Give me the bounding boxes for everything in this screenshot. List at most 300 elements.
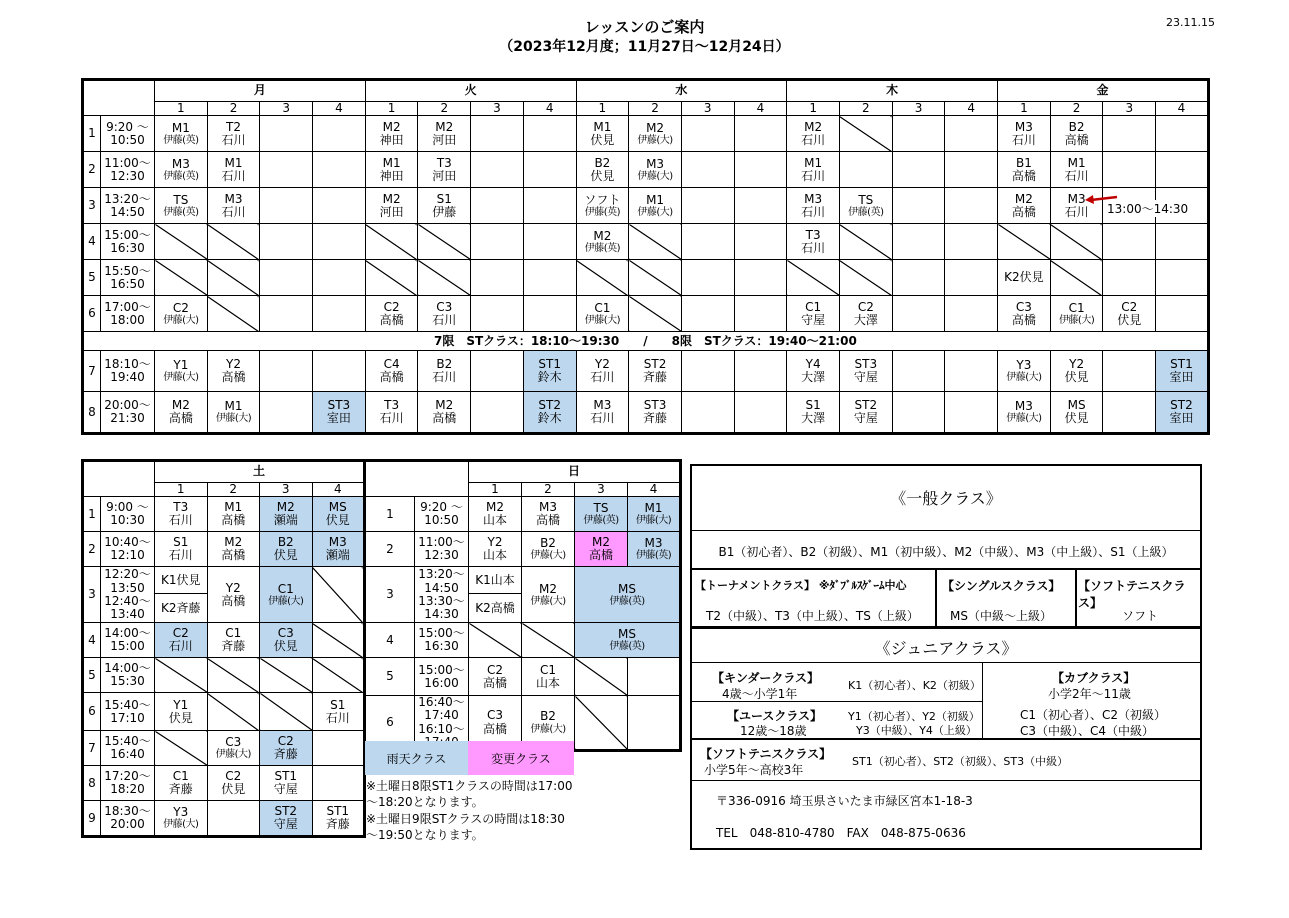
unavailable-cell bbox=[787, 260, 840, 296]
unavailable-cell bbox=[155, 260, 208, 296]
class-code: ST3 bbox=[643, 398, 667, 412]
court-number bbox=[575, 483, 628, 497]
class-code: ST2 bbox=[1170, 398, 1193, 412]
unavailable-cell bbox=[260, 693, 313, 731]
class-code: M1 bbox=[593, 119, 612, 134]
period-label: 6 bbox=[88, 306, 96, 321]
empty-cell bbox=[892, 188, 945, 224]
class-cell bbox=[418, 296, 471, 332]
class-code: C1 bbox=[594, 300, 611, 315]
instructor-name: 伊藤(大) bbox=[1006, 413, 1042, 425]
class-code: C2 bbox=[383, 299, 400, 314]
instructor-name: 伊藤 bbox=[432, 204, 457, 219]
class-code: TS bbox=[173, 192, 189, 207]
empty-cell bbox=[945, 188, 998, 224]
day-name: 月 bbox=[253, 83, 266, 98]
court-label: 1 bbox=[177, 101, 185, 115]
instructor-name: 石川 bbox=[221, 132, 246, 147]
court-number bbox=[945, 102, 998, 116]
instructor-name: 高橋 bbox=[1011, 204, 1036, 219]
class-code: S1 bbox=[436, 191, 452, 206]
instructor-name: 石川 bbox=[590, 411, 615, 426]
court-number bbox=[418, 102, 471, 116]
period-label: 4 bbox=[386, 632, 394, 647]
time-text: 9:00 ～ bbox=[106, 500, 149, 514]
class-cell bbox=[522, 532, 575, 567]
class-code: M3 bbox=[539, 500, 557, 514]
unavailable-cell bbox=[418, 260, 471, 296]
unavailable-cell bbox=[1050, 260, 1103, 296]
instructor-name: 高橋 bbox=[221, 593, 246, 608]
instructor-name: 伊藤(大) bbox=[635, 515, 672, 527]
empty-cell bbox=[945, 392, 998, 434]
court-number bbox=[1050, 102, 1103, 116]
instructor-name: 高橋 bbox=[588, 548, 613, 563]
class-cell bbox=[1050, 116, 1103, 152]
day-header bbox=[576, 80, 787, 102]
empty-cell bbox=[313, 351, 366, 392]
time-text: 15:00～ bbox=[418, 626, 465, 640]
class-cell bbox=[575, 497, 628, 532]
class-cell bbox=[523, 351, 576, 392]
time-slot bbox=[101, 392, 155, 434]
class-cell bbox=[1156, 392, 1209, 434]
friday-time-note: 13:00～14:30 bbox=[1107, 202, 1189, 216]
class-cell bbox=[207, 532, 260, 567]
unavailable-cell bbox=[576, 260, 629, 296]
class-code: TS bbox=[858, 192, 874, 207]
instructor-name: 石川 bbox=[1011, 132, 1036, 147]
instructor-name: 石川 bbox=[1064, 168, 1089, 183]
time-slot bbox=[101, 567, 155, 623]
class-cell bbox=[312, 801, 365, 837]
class-code: C4 bbox=[383, 357, 400, 371]
instructor-name: 守屋 bbox=[853, 370, 878, 385]
time-text: 18:30～ bbox=[104, 804, 151, 818]
class-code: T3 bbox=[805, 227, 821, 242]
class-code: C2 bbox=[1121, 299, 1138, 314]
court-label: 4 bbox=[756, 101, 765, 115]
class-code: C3 bbox=[225, 735, 242, 750]
empty-cell bbox=[734, 260, 787, 296]
empty-cell bbox=[471, 152, 524, 188]
empty-cell bbox=[628, 658, 681, 696]
empty-cell bbox=[1103, 152, 1156, 188]
time-text: 13:50 bbox=[110, 580, 145, 595]
period-label: 3 bbox=[386, 587, 394, 602]
class-cell bbox=[1050, 152, 1103, 188]
class-cell bbox=[787, 296, 840, 332]
instructor-name: 斉藤 bbox=[168, 782, 193, 797]
court-number bbox=[155, 102, 208, 116]
time-text: 20:00～ bbox=[104, 398, 151, 412]
period-label: 2 bbox=[88, 162, 96, 177]
class-code: B2 bbox=[1068, 119, 1085, 134]
instructor-name: 斉藤 bbox=[325, 817, 350, 832]
class-code: ST3 bbox=[854, 357, 878, 371]
unavailable-cell bbox=[575, 658, 628, 696]
empty-cell bbox=[260, 260, 313, 296]
instructor-name: 大澤 bbox=[801, 411, 826, 426]
empty-cell bbox=[734, 224, 787, 260]
empty-cell bbox=[892, 116, 945, 152]
class-code: MS bbox=[618, 627, 636, 642]
instructor-name: 伊藤(大) bbox=[215, 413, 252, 425]
empty-cell bbox=[523, 224, 576, 260]
day-header bbox=[469, 461, 681, 483]
period-number bbox=[365, 497, 415, 532]
class-cell bbox=[155, 567, 208, 594]
instructor-name: 鈴木 bbox=[537, 411, 562, 426]
class-cell bbox=[1050, 296, 1103, 332]
court-label: 4 bbox=[649, 482, 658, 496]
period-number bbox=[83, 623, 101, 658]
court-number bbox=[155, 483, 208, 497]
class-cell bbox=[155, 351, 208, 392]
class-code: B2 bbox=[594, 155, 611, 170]
sunday-schedule-table bbox=[363, 459, 682, 752]
unavailable-cell bbox=[312, 623, 365, 658]
class-cell bbox=[576, 152, 629, 188]
class-code: ST1 bbox=[326, 804, 350, 818]
time-slot bbox=[101, 224, 155, 260]
class-code: M2 bbox=[646, 120, 665, 135]
unavailable-cell bbox=[155, 658, 208, 693]
empty-cell bbox=[1156, 152, 1209, 188]
instructor-name: 神田 bbox=[379, 132, 404, 147]
class-code: M1 bbox=[224, 500, 243, 514]
instructor-name: 石川 bbox=[221, 168, 246, 183]
period-label: 6 bbox=[88, 704, 96, 719]
corner-cell bbox=[83, 80, 155, 116]
empty-cell bbox=[892, 260, 945, 296]
class-code: K1山本 bbox=[475, 572, 515, 587]
period-label: 1 bbox=[88, 506, 96, 521]
class-cell bbox=[155, 392, 208, 434]
time-text: 13:20～ bbox=[104, 191, 151, 206]
class-code: C3 bbox=[436, 299, 453, 314]
youth-class-levels-1: Y1（初心者）、Y2（初級） bbox=[848, 710, 980, 723]
class-cell bbox=[418, 152, 471, 188]
class-code: M1 bbox=[804, 155, 823, 170]
class-code: K2斉藤 bbox=[160, 600, 201, 615]
period-number bbox=[83, 188, 101, 224]
class-cell bbox=[1050, 351, 1103, 392]
legend-change: 変更クラス bbox=[468, 741, 574, 775]
period-number bbox=[83, 766, 101, 801]
empty-cell bbox=[681, 152, 734, 188]
instructor-name: 石川 bbox=[168, 513, 193, 528]
time-text: 12:30 bbox=[110, 168, 145, 183]
time-slot bbox=[101, 296, 155, 332]
time-text: 16:00 bbox=[424, 675, 459, 690]
instructor-name: 伊藤(英) bbox=[848, 206, 884, 218]
time-slot bbox=[101, 693, 155, 731]
unavailable-cell bbox=[365, 260, 418, 296]
class-code: C3 bbox=[486, 708, 503, 723]
unavailable-cell bbox=[207, 296, 260, 332]
class-cell bbox=[522, 567, 575, 623]
court-number bbox=[787, 102, 840, 116]
period-label: 2 bbox=[386, 541, 394, 556]
class-cell bbox=[155, 532, 208, 567]
instructor-name: 石川 bbox=[801, 204, 826, 219]
instructor-name: 伏見 bbox=[168, 710, 193, 725]
empty-cell bbox=[1156, 260, 1209, 296]
time-text: 21:30 bbox=[110, 411, 145, 426]
instructor-name: 伏見 bbox=[1117, 312, 1142, 327]
class-code: M2 bbox=[804, 119, 823, 134]
class-code: M2 bbox=[276, 500, 295, 514]
empty-cell bbox=[734, 296, 787, 332]
youth-class-levels-2: Y3（中級）、Y4（上級） bbox=[856, 724, 977, 737]
time-slot bbox=[101, 731, 155, 766]
time-text: 15:00～ bbox=[418, 662, 465, 677]
period-label: 3 bbox=[88, 198, 96, 213]
class-code: S1 bbox=[330, 697, 346, 712]
class-code: ST1 bbox=[274, 769, 298, 783]
day-header bbox=[155, 80, 366, 102]
unavailable-cell bbox=[155, 731, 208, 766]
time-text: 15:40～ bbox=[104, 734, 151, 748]
unavailable-cell bbox=[839, 224, 892, 260]
time-text: 18:10～ bbox=[104, 357, 151, 371]
class-code: M2 bbox=[435, 398, 454, 412]
class-code: MS bbox=[1067, 398, 1086, 412]
class-cell bbox=[575, 532, 628, 567]
instructor-name: 石川 bbox=[379, 411, 404, 426]
class-cell bbox=[312, 693, 365, 731]
instructor-name: 高橋 bbox=[379, 312, 404, 327]
empty-cell bbox=[945, 116, 998, 152]
instructor-name: 神田 bbox=[379, 168, 404, 183]
court-label: 3 bbox=[1125, 101, 1134, 115]
period-label: 9 bbox=[88, 810, 96, 825]
class-cell bbox=[628, 497, 681, 532]
saturday-schedule-table bbox=[81, 459, 366, 838]
empty-cell bbox=[892, 351, 945, 392]
time-text: 18:20 bbox=[110, 782, 145, 797]
empty-cell bbox=[734, 152, 787, 188]
class-code: B2 bbox=[436, 357, 453, 371]
instructor-name: 伏見 bbox=[273, 548, 298, 563]
time-text: 10:50 bbox=[110, 132, 145, 147]
period-label: 4 bbox=[88, 632, 96, 647]
time-text: 14:50 bbox=[110, 204, 145, 219]
instructor-name: 伊藤(大) bbox=[268, 595, 304, 607]
class-cell bbox=[575, 623, 681, 658]
instructor-name: 伊藤(大) bbox=[637, 206, 673, 218]
class-cell bbox=[260, 801, 313, 837]
empty-cell bbox=[734, 188, 787, 224]
court-label: 3 bbox=[914, 101, 923, 115]
class-code: ST2 bbox=[643, 357, 667, 371]
time-text: 17:00～ bbox=[104, 299, 151, 314]
empty-cell bbox=[207, 801, 260, 837]
class-code: M2 bbox=[1014, 191, 1033, 206]
class-code: ST1 bbox=[538, 357, 561, 371]
time-text: 13:30～ bbox=[418, 593, 465, 608]
time-text: 14:00～ bbox=[104, 661, 151, 675]
class-code: M2 bbox=[171, 398, 190, 412]
time-slot bbox=[101, 623, 155, 658]
class-cell bbox=[365, 296, 418, 332]
empty-cell bbox=[523, 116, 576, 152]
court-label: 3 bbox=[282, 101, 291, 115]
class-code: M3 bbox=[171, 156, 190, 171]
instructor-name: 高橋 bbox=[1011, 168, 1036, 183]
court-number bbox=[313, 102, 366, 116]
day-name: 水 bbox=[675, 83, 688, 98]
empty-cell bbox=[681, 351, 734, 392]
empty-cell bbox=[313, 188, 366, 224]
time-text: 9:20 ～ bbox=[106, 119, 149, 134]
class-cell bbox=[207, 731, 260, 766]
class-code: B1 bbox=[1015, 155, 1032, 170]
court-label: 4 bbox=[1177, 101, 1186, 115]
phone-fax: TEL 048-810-4780 FAX 048-875-0636 bbox=[716, 826, 966, 840]
class-code: M2 bbox=[593, 228, 612, 243]
period-number bbox=[83, 567, 101, 623]
class-code: M1 bbox=[224, 155, 243, 170]
class-cell bbox=[418, 351, 471, 392]
court-number bbox=[1156, 102, 1209, 116]
empty-cell bbox=[734, 392, 787, 434]
time-slot bbox=[415, 567, 469, 623]
class-cell bbox=[576, 188, 629, 224]
unavailable-cell bbox=[1050, 224, 1103, 260]
class-cell bbox=[522, 497, 575, 532]
class-cell bbox=[207, 392, 260, 434]
class-code: S1 bbox=[173, 535, 189, 549]
general-class-title: 《一般クラス》 bbox=[890, 489, 1002, 508]
time-text: 14:30 bbox=[424, 606, 459, 621]
class-cell bbox=[998, 296, 1051, 332]
class-cell bbox=[1156, 351, 1209, 392]
period-number bbox=[365, 532, 415, 567]
class-cell bbox=[629, 188, 682, 224]
empty-cell bbox=[312, 731, 365, 766]
instructor-name: 伊藤(英) bbox=[163, 206, 199, 218]
instructor-name: 河田 bbox=[432, 168, 457, 183]
court-label: 2 bbox=[1072, 101, 1081, 115]
empty-cell bbox=[471, 116, 524, 152]
period-label: 5 bbox=[386, 669, 394, 684]
class-cell bbox=[260, 731, 313, 766]
court-number bbox=[522, 483, 575, 497]
unavailable-cell bbox=[207, 658, 260, 693]
court-number bbox=[734, 102, 787, 116]
day-header bbox=[155, 461, 365, 483]
class-code: MS bbox=[618, 581, 636, 596]
empty-cell bbox=[734, 116, 787, 152]
class-cell bbox=[155, 594, 208, 623]
class-cell bbox=[207, 116, 260, 152]
court-number bbox=[312, 483, 365, 497]
instructor-name: 石川 bbox=[221, 204, 246, 219]
tournament-class-heading: 【トーナメントクラス】 ※ﾀﾞﾌﾞﾙｽｹﾞｰﾑ中心 bbox=[695, 579, 907, 592]
empty-cell bbox=[313, 116, 366, 152]
class-code: M1 bbox=[382, 155, 401, 170]
unavailable-cell bbox=[260, 658, 313, 693]
empty-cell bbox=[471, 392, 524, 434]
instructor-name: 伊藤(大) bbox=[530, 723, 566, 735]
time-text: 12:30 bbox=[424, 548, 459, 563]
empty-cell bbox=[681, 392, 734, 434]
instructor-name: 伊藤(大) bbox=[530, 595, 566, 607]
empty-cell bbox=[681, 116, 734, 152]
kinder-class-heading: 【キンダークラス】 bbox=[712, 671, 820, 685]
time-text: 13:20～ bbox=[418, 567, 465, 582]
court-label: 4 bbox=[967, 101, 976, 115]
time-text: 15:00 bbox=[110, 639, 145, 654]
period-number bbox=[83, 693, 101, 731]
class-cell bbox=[998, 351, 1051, 392]
class-cell bbox=[365, 116, 418, 152]
instructor-name: 伊藤(大) bbox=[1058, 314, 1095, 326]
court-number bbox=[576, 102, 629, 116]
class-code: Y2 bbox=[487, 535, 503, 549]
period-number bbox=[83, 392, 101, 434]
class-code: M1 bbox=[646, 192, 665, 207]
time-text: 11:00～ bbox=[104, 155, 151, 170]
time-slot bbox=[101, 497, 155, 532]
class-code: MS bbox=[328, 500, 347, 514]
tournament-class-levels: T2（中級）、T3（中上級）、TS（上級） bbox=[706, 609, 919, 623]
class-cell bbox=[418, 188, 471, 224]
class-code: B2 bbox=[540, 536, 556, 551]
empty-cell bbox=[1103, 351, 1156, 392]
time-text: 10:40～ bbox=[104, 535, 151, 549]
class-cell bbox=[998, 152, 1051, 188]
kinder-class-levels: K1（初心者）、K2（初級） bbox=[848, 679, 981, 692]
time-text: 15:40～ bbox=[104, 697, 151, 712]
class-cell bbox=[155, 152, 208, 188]
class-cell bbox=[260, 766, 313, 801]
class-code: M3 bbox=[1014, 119, 1033, 134]
instructor-name: 伊藤(大) bbox=[1006, 372, 1042, 384]
instructor-name: 伊藤(大) bbox=[163, 372, 199, 384]
time-text: 12:10 bbox=[110, 548, 145, 563]
time-slot bbox=[101, 260, 155, 296]
class-cell bbox=[313, 392, 366, 434]
class-cell bbox=[839, 351, 892, 392]
time-slot bbox=[415, 497, 469, 532]
instructor-name: 伏見 bbox=[1064, 411, 1089, 426]
unavailable-cell bbox=[418, 224, 471, 260]
class-code: M3 bbox=[646, 156, 665, 171]
empty-cell bbox=[839, 152, 892, 188]
unavailable-cell bbox=[998, 224, 1051, 260]
class-code: C1 bbox=[277, 581, 294, 596]
instructor-name: 伊藤(英) bbox=[583, 515, 619, 527]
court-label: 1 bbox=[387, 101, 396, 115]
empty-cell bbox=[313, 296, 366, 332]
time-slot bbox=[101, 766, 155, 801]
court-number bbox=[839, 102, 892, 116]
cub-class-levels-1: C1（初心者）、C2（初級） bbox=[1020, 708, 1167, 722]
instructor-name: 伏見 bbox=[221, 782, 246, 797]
court-label: 2 bbox=[440, 101, 449, 115]
instructor-name: 伊藤(英) bbox=[163, 170, 199, 182]
instructor-name: 大澤 bbox=[853, 312, 878, 327]
class-cell bbox=[787, 224, 840, 260]
unavailable-cell bbox=[629, 296, 682, 332]
court-number bbox=[892, 102, 945, 116]
class-cell bbox=[629, 351, 682, 392]
class-cell bbox=[260, 567, 313, 623]
court-label: 3 bbox=[703, 101, 712, 115]
